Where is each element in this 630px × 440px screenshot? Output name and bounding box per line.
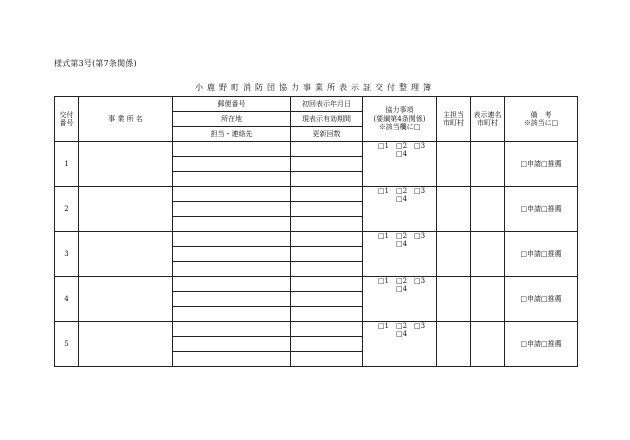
joint-municipality-cell[interactable]: [471, 187, 505, 232]
remarks-cell[interactable]: □申請□推薦: [505, 187, 578, 232]
postal-cell[interactable]: [173, 232, 291, 247]
first-date-cell[interactable]: [291, 187, 363, 202]
address-cell[interactable]: [173, 337, 291, 352]
cooperation-cell[interactable]: [363, 187, 437, 232]
cooperation-cell[interactable]: [363, 277, 437, 322]
header-first-date: 初回表示年月日: [291, 97, 363, 112]
joint-municipality-cell[interactable]: [471, 277, 505, 322]
header-main-municipality: 主担当 市町村: [437, 97, 471, 142]
business-name-cell[interactable]: [79, 142, 173, 187]
validity-cell[interactable]: [291, 157, 363, 172]
header-validity: 現表示有効期間: [291, 112, 363, 127]
remarks-cell[interactable]: □申請□推薦: [505, 277, 578, 322]
business-name-cell[interactable]: [79, 322, 173, 367]
validity-cell[interactable]: [291, 202, 363, 217]
coop-checkboxes-1-3[interactable]: □1 □2 □3: [377, 232, 426, 240]
first-date-cell[interactable]: [291, 232, 363, 247]
joint-municipality-cell[interactable]: [471, 142, 505, 187]
renew-count-cell[interactable]: [291, 262, 363, 277]
validity-cell[interactable]: [291, 247, 363, 262]
joint-municipality-cell[interactable]: [471, 232, 505, 277]
header-contact: 担当・連絡先: [173, 127, 291, 142]
contact-cell[interactable]: [173, 262, 291, 277]
document-title: 小鹿野町消防団協力事業所表示証交付整理簿: [195, 83, 435, 92]
row-number: 3: [55, 232, 79, 277]
main-municipality-cell[interactable]: [437, 277, 471, 322]
postal-cell[interactable]: [173, 142, 291, 157]
postal-cell[interactable]: [173, 277, 291, 292]
row-number: 1: [55, 142, 79, 187]
validity-cell[interactable]: [291, 337, 363, 352]
coop-checkboxes-1-3[interactable]: □1 □2 □3: [377, 187, 426, 195]
main-municipality-cell[interactable]: [437, 232, 471, 277]
header-remarks: 備 考 ※該当に□: [505, 97, 578, 142]
main-municipality-cell[interactable]: [437, 322, 471, 367]
register-table: [54, 96, 578, 367]
header-renew-count: 更新回数: [291, 127, 363, 142]
business-name-cell[interactable]: [79, 277, 173, 322]
header-number: 交付 番号: [55, 97, 79, 142]
postal-cell[interactable]: [173, 322, 291, 337]
contact-cell[interactable]: [173, 352, 291, 367]
coop-checkbox-4[interactable]: □4: [395, 240, 408, 249]
main-municipality-cell[interactable]: [437, 142, 471, 187]
main-municipality-cell[interactable]: [437, 187, 471, 232]
row-number: 5: [55, 322, 79, 367]
renew-count-cell[interactable]: [291, 172, 363, 187]
row-number: 4: [55, 277, 79, 322]
header-joint-municipality: 表示連名 市町村: [471, 97, 505, 142]
coop-checkbox-4[interactable]: □4: [395, 150, 408, 159]
header-business-name: 事 業 所 名: [79, 97, 173, 142]
coop-checkboxes-1-3[interactable]: □1 □2 □3: [377, 277, 426, 285]
remarks-cell[interactable]: □申請□推薦: [505, 322, 578, 367]
coop-checkbox-4[interactable]: □4: [395, 285, 408, 294]
cooperation-cell[interactable]: [363, 142, 437, 187]
coop-checkboxes-1-3[interactable]: □1 □2 □3: [377, 142, 426, 150]
register-body: [55, 142, 578, 367]
first-date-cell[interactable]: [291, 277, 363, 292]
address-cell[interactable]: [173, 292, 291, 307]
contact-cell[interactable]: [173, 307, 291, 322]
first-date-cell[interactable]: [291, 322, 363, 337]
renew-count-cell[interactable]: [291, 352, 363, 367]
renew-count-cell[interactable]: [291, 307, 363, 322]
coop-checkbox-4[interactable]: □4: [395, 330, 408, 339]
joint-municipality-cell[interactable]: [471, 322, 505, 367]
cooperation-cell[interactable]: [363, 232, 437, 277]
address-cell[interactable]: [173, 157, 291, 172]
renew-count-cell[interactable]: [291, 217, 363, 232]
business-name-cell[interactable]: [79, 187, 173, 232]
coop-checkboxes-1-3[interactable]: □1 □2 □3: [377, 322, 426, 330]
header-address: 所在地: [173, 112, 291, 127]
address-cell[interactable]: [173, 247, 291, 262]
validity-cell[interactable]: [291, 292, 363, 307]
header-cooperation: 協力事項 (要綱第4条関係) ※該当欄に□: [363, 97, 437, 142]
header-postal: 郵便番号: [173, 97, 291, 112]
first-date-cell[interactable]: [291, 142, 363, 157]
form-code: 様式第3号(第7条関係): [54, 59, 137, 68]
remarks-cell[interactable]: □申請□推薦: [505, 232, 578, 277]
contact-cell[interactable]: [173, 217, 291, 232]
contact-cell[interactable]: [173, 172, 291, 187]
business-name-cell[interactable]: [79, 232, 173, 277]
cooperation-cell[interactable]: [363, 322, 437, 367]
coop-checkbox-4[interactable]: □4: [395, 195, 408, 204]
postal-cell[interactable]: [173, 187, 291, 202]
row-number: 2: [55, 187, 79, 232]
address-cell[interactable]: [173, 202, 291, 217]
remarks-cell[interactable]: □申請□推薦: [505, 142, 578, 187]
